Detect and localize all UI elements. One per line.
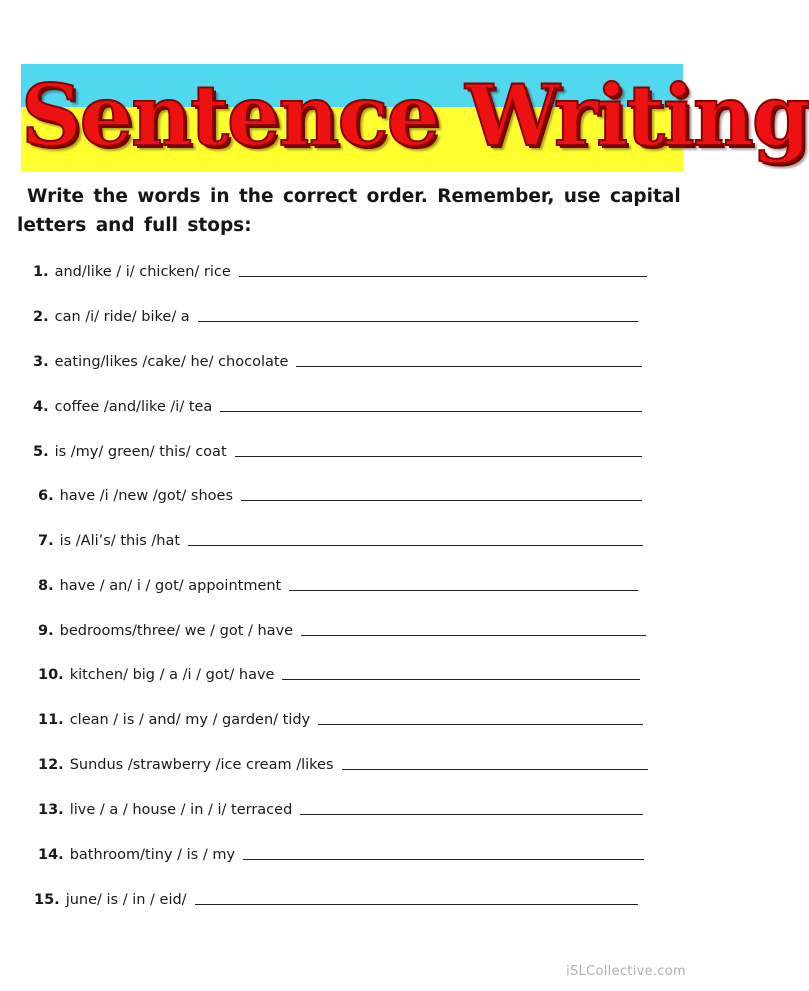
answer-line[interactable] xyxy=(301,635,646,636)
question-item xyxy=(34,886,638,908)
answer-line[interactable] xyxy=(296,366,642,367)
question-number: 14. xyxy=(38,847,64,863)
instructions-line-1: Write the words in the correct order. Remember, use capital xyxy=(27,186,681,207)
question-item xyxy=(33,438,642,460)
question-words: kitchen/ big / a /i / got/ have xyxy=(69,667,275,683)
question-item xyxy=(33,303,638,325)
answer-line[interactable] xyxy=(198,321,638,322)
question-words: bathroom/tiny / is / my xyxy=(69,847,236,863)
question-words: can /i/ ride/ bike/ a xyxy=(54,309,190,325)
site-watermark: iSLCollective.com xyxy=(566,964,686,979)
question-item xyxy=(38,751,648,773)
answer-line[interactable] xyxy=(282,679,640,680)
question-words: and/like / i/ chicken/ rice xyxy=(54,264,231,280)
question-item xyxy=(38,706,643,728)
question-words: is /Ali’s/ this /hat xyxy=(59,533,181,549)
question-item xyxy=(38,572,638,594)
answer-line[interactable] xyxy=(235,456,642,457)
question-number: 1. xyxy=(33,264,49,280)
question-words: clean / is / and/ my / garden/ tidy xyxy=(69,712,311,728)
question-number: 7. xyxy=(38,533,54,549)
question-number: 11. xyxy=(38,712,64,728)
question-item xyxy=(38,661,640,683)
question-words: bedrooms/three/ we / got / have xyxy=(59,623,294,639)
question-words: have / an/ i / got/ appointment xyxy=(59,578,282,594)
answer-line[interactable] xyxy=(289,590,638,591)
answer-line[interactable] xyxy=(318,724,643,725)
question-number: 8. xyxy=(38,578,54,594)
question-number: 12. xyxy=(38,757,64,773)
question-words: eating/likes /cake/ he/ chocolate xyxy=(54,354,289,370)
instructions-line-2: letters and full stops: xyxy=(17,215,252,236)
question-number: 13. xyxy=(38,802,64,818)
answer-line[interactable] xyxy=(243,859,644,860)
worksheet-title: Sentence Writing xyxy=(21,66,809,165)
question-number: 2. xyxy=(33,309,49,325)
question-item xyxy=(38,796,643,818)
question-words: is /my/ green/ this/ coat xyxy=(54,444,227,460)
question-number: 15. xyxy=(34,892,60,908)
question-words: june/ is / in / eid/ xyxy=(65,892,187,908)
answer-line[interactable] xyxy=(239,276,647,277)
question-number: 6. xyxy=(38,488,54,504)
answer-line[interactable] xyxy=(188,545,643,546)
question-item xyxy=(33,258,647,280)
answer-line[interactable] xyxy=(342,769,648,770)
question-item xyxy=(38,617,646,639)
question-item xyxy=(33,348,642,370)
question-item xyxy=(33,393,642,415)
question-item xyxy=(38,482,642,504)
question-words: live / a / house / in / i/ terraced xyxy=(69,802,293,818)
answer-line[interactable] xyxy=(220,411,642,412)
question-number: 5. xyxy=(33,444,49,460)
answer-line[interactable] xyxy=(300,814,643,815)
question-number: 4. xyxy=(33,399,49,415)
question-item xyxy=(38,841,644,863)
question-item xyxy=(38,527,643,549)
answer-line[interactable] xyxy=(241,500,642,501)
question-words: have /i /new /got/ shoes xyxy=(59,488,234,504)
question-words: coffee /and/like /i/ tea xyxy=(54,399,213,415)
question-words: Sundus /strawberry /ice cream /likes xyxy=(69,757,334,773)
question-number: 3. xyxy=(33,354,49,370)
answer-line[interactable] xyxy=(195,904,638,905)
question-number: 9. xyxy=(38,623,54,639)
question-number: 10. xyxy=(38,667,64,683)
